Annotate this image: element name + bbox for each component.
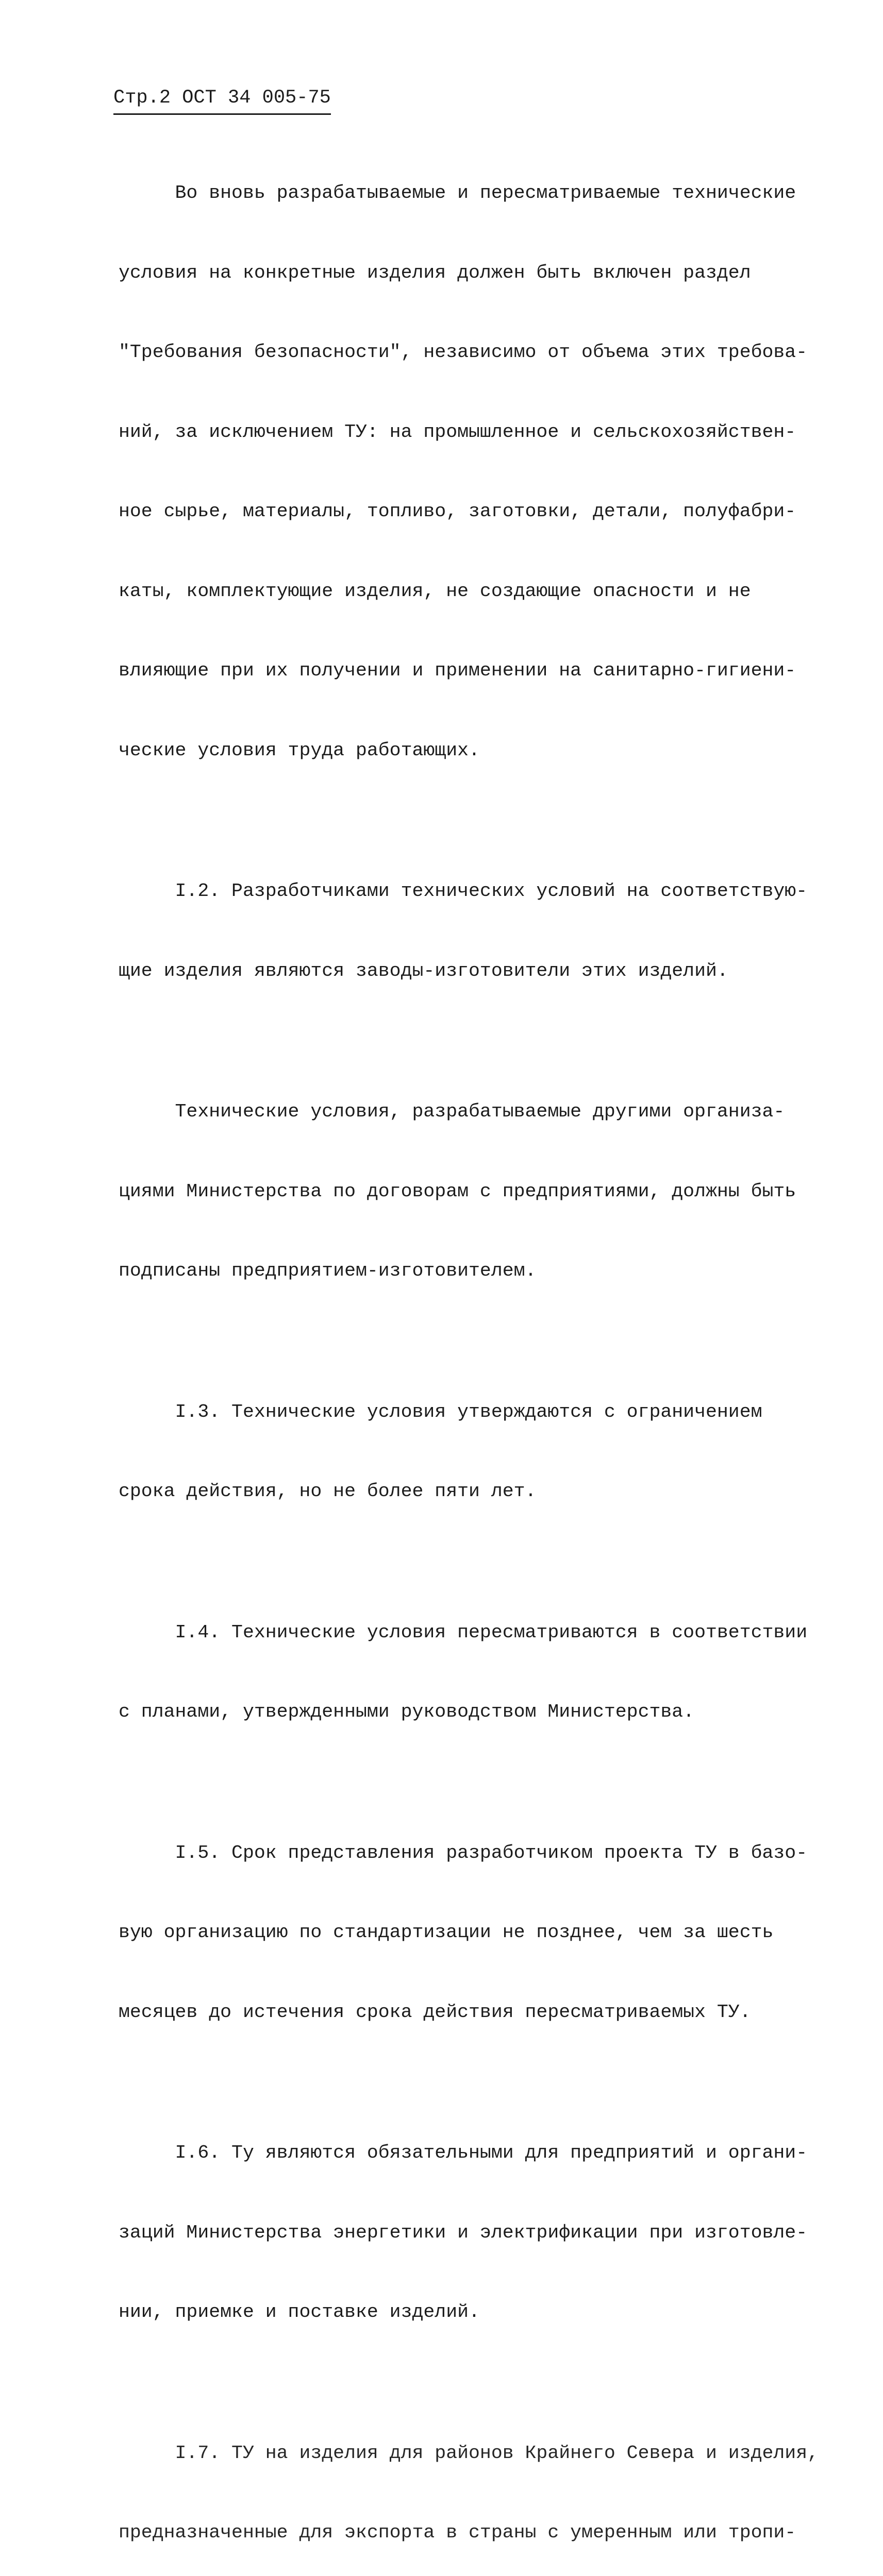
text-line: подписаны предприятием-изготовителем. bbox=[119, 1258, 784, 1284]
text-line: месяцев до истечения срока действия пересматриваемых ТУ. bbox=[119, 1999, 784, 2026]
document-body bbox=[119, 127, 784, 2576]
paragraph-1-5 bbox=[119, 1787, 784, 2079]
text-line: ческие условия труда работающих. bbox=[119, 737, 784, 764]
paragraph-1-6 bbox=[119, 2087, 784, 2379]
text-line: I.3. Технические условия утверждаются с ограничением bbox=[119, 1399, 784, 1426]
text-line: I.7. ТУ на изделия для районов Крайнего Севера и изделия, bbox=[119, 2440, 784, 2467]
text-line: каты, комплектующие изделия, не создающие опасности и не bbox=[119, 578, 784, 605]
text-line: предназначенные для экспорта в страны с умеренным или тропи- bbox=[119, 2519, 784, 2546]
text-line: "Требования безопасности", независимо от объема этих требова- bbox=[119, 339, 784, 366]
text-line: щие изделия являются заводы-изготовители этих изделий. bbox=[119, 958, 784, 985]
paragraph-1-3 bbox=[119, 1346, 784, 1558]
text-line: вую организацию по стандартизации не позднее, чем за шесть bbox=[119, 1919, 784, 1946]
paragraph-1-4 bbox=[119, 1566, 784, 1778]
text-line: условия на конкретные изделия должен быть включен раздел bbox=[119, 260, 784, 286]
paragraph-developers-note bbox=[119, 1045, 784, 1337]
text-line: влияющие при их получении и применении на санитарно-гигиени- bbox=[119, 657, 784, 684]
text-line: срока действия, но не более пяти лет. bbox=[119, 1478, 784, 1505]
paragraph-1-7 bbox=[119, 2387, 784, 2576]
text-line: I.5. Срок представления разработчиком проекта ТУ в базо- bbox=[119, 1840, 784, 1867]
text-line: Технические условия, разрабатываемые другими организа- bbox=[119, 1098, 784, 1125]
document-page bbox=[0, 0, 883, 1217]
text-line: с планами, утвержденными руководством Министерства. bbox=[119, 1699, 784, 1725]
text-line: I.2. Разработчиками технических условий на соответствую- bbox=[119, 878, 784, 905]
text-line: I.6. Ту являются обязательными для предприятий и органи- bbox=[119, 2140, 784, 2166]
paragraph-intro bbox=[119, 127, 784, 817]
text-line: I.4. Технические условия пересматриваются в соответствии bbox=[119, 1619, 784, 1646]
text-line: нии, приемке и поставке изделий. bbox=[119, 2299, 784, 2326]
text-line: циями Министерства по договорам с предприятиями, должны быть bbox=[119, 1178, 784, 1205]
page-header: Стр.2 ОСТ 34 005-75 bbox=[113, 87, 331, 115]
text-line: ное сырье, материалы, топливо, заготовки, детали, полуфабри- bbox=[119, 498, 784, 525]
text-line: заций Министерства энергетики и электрификации при изготовле- bbox=[119, 2219, 784, 2246]
text-line: ний, за исключением ТУ: на промышленное и сельскохозяйствен- bbox=[119, 419, 784, 446]
text-line: Во вновь разрабатываемые и пересматриваемые технические bbox=[119, 180, 784, 207]
paragraph-1-2 bbox=[119, 825, 784, 1037]
